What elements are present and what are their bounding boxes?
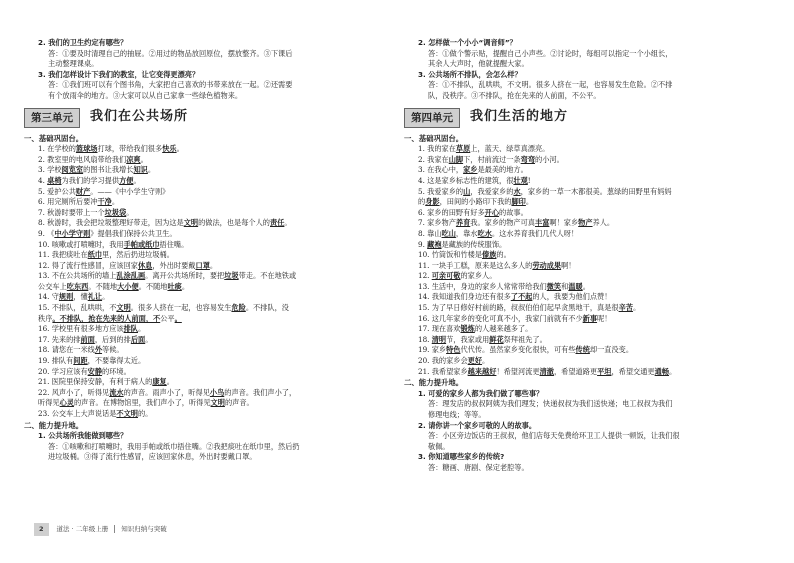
answer-blank: 山 [463,186,471,196]
item-text: ，外出时要戴 [152,260,196,270]
fill-item [24,155,376,166]
item-text: 的声音。我们声小了， [224,387,297,397]
fill-item [24,409,376,420]
answer-blank: 吐痰 [167,281,182,291]
item-text: 。 [126,207,134,217]
answer-blank: 文明 [116,303,131,313]
answer-blank: 口罩 [195,260,210,270]
item-text: 19. 排队有 [38,356,74,366]
answer-blank: 通畅 [654,366,670,376]
section-heading: 二、能力提升地。 [404,378,464,388]
answer-blank: 礼让 [87,292,103,302]
answer-blank: 排队 [123,324,138,334]
answer-blank: 了不起 [510,292,533,302]
item-text: 带走。不在地铁或 [238,271,297,281]
fill-item [404,155,772,166]
answer-blank: 可亲可敬 [431,271,461,281]
fill-item [404,303,772,314]
item-text: ，不要靠得太近。 [87,356,146,366]
fill-item [24,303,376,314]
item-text: 上，蓝天、绿草真漂亮。 [470,144,550,154]
answer-blank: 藏袍 [427,239,442,249]
fill-item [404,187,772,198]
item-text: 里，然后扔进垃圾桶。 [102,250,174,260]
fill-item [24,250,376,261]
fill-item [404,367,772,378]
item-text: ! [527,175,531,185]
answer-blank: 安静 [87,366,103,376]
fill-item [24,261,376,272]
answer-blank: 锻炼 [460,324,475,334]
item-text: 2. 我家在 [418,154,449,164]
item-text: 11. 一块手工糕，原来是这么多人的 [418,260,533,270]
item-text: 13. 不在公共场所的墙上 [38,271,117,281]
answer-blank: 大小便 [117,281,139,291]
answer-blank: 阅览室 [61,165,84,175]
answer-blank: 规则 [58,292,74,302]
answer-blank: 前面 [80,334,95,344]
answer-blank: 文明 [210,398,225,408]
answer-blank: 家乡 [463,165,478,175]
item-text: 为我们的学习提供 [61,175,120,185]
fill-item [24,218,376,229]
item-text: ，希望道路更 [553,366,598,376]
answer-line: 主动整理课桌。 [48,59,99,69]
answer-blank: 劳动成果 [532,260,562,270]
item-text: ，家乡的一草一木都很美。葱绿的田野里有妈妈 [520,186,672,196]
fill-item [24,229,376,240]
question: 1. 可爱的家乡人都为我们做了哪些事？ [418,388,544,398]
item-text: 9. 《 [38,228,55,238]
item-text: 等候。 [102,345,124,355]
item-text: 的故事。 [499,207,528,217]
answer-blank: 凉爽 [126,154,141,164]
fill-item [24,398,376,409]
item-text: 。 [284,218,292,228]
fill-item [24,377,376,388]
item-text: 7. 家乡物产 [418,218,456,228]
item-text: 9. [418,239,428,249]
item-text: 14. 我知道我们身边还有很多 [418,292,511,302]
item-text: 12. 得了流行性感冒，应该回家 [38,260,138,270]
answer-blank: 脚印 [511,197,526,207]
answer-blank: 纸巾 [87,250,103,260]
item-text: 的声音。 [224,398,254,408]
answer-blank: 不文明 [116,409,138,418]
question: 3. 你知道哪些家乡的传统? [418,452,505,462]
question: 2. 请你讲一个家乡可敬的人的故事。 [418,420,537,430]
fill-item [24,240,376,251]
item-text: 。 [140,154,148,164]
answer-blank: 新事 [582,313,598,323]
item-text: ！希望河流更 [496,366,540,376]
unit-tag: 第三单元 [24,108,80,128]
item-text: 17. 先来的排 [38,334,81,344]
item-text: 。 [147,165,156,175]
answer-blank: 弯弯 [520,154,536,164]
answer-blank: 身影 [425,197,440,207]
answer-blank: 更好 [467,356,483,366]
item-text: 8. 靠山 [418,228,442,238]
item-text: 21. 医院里保持安静，有利于病人的 [38,377,153,387]
unit-title: 我们生活的地方 [470,109,569,125]
item-text: 14. 守 [38,292,59,302]
item-text: 。 [525,197,534,207]
unit-header [24,108,376,128]
item-text: 公平 [160,313,175,323]
answer-blank: 辛苦 [618,303,633,313]
answer-blank: 传统 [575,345,590,355]
item-text: 的人越来越多了。 [474,324,533,334]
item-text: 。 [176,144,184,154]
item-text: ，懂 [73,292,88,302]
item-text: 。 [209,260,218,270]
page-footer [34,523,167,536]
item-text: 7. 秋游时要带上一个 [38,207,105,217]
item-text: 。 [145,334,153,344]
answer-line: 答：①我们班可以有个图书角，大家把自己喜欢的书带来放在一起。②还需要 [48,80,293,90]
fill-item [24,187,376,198]
item-text: 19. 家乡 [418,345,447,355]
fill-item [404,229,772,240]
fill-item [24,335,376,346]
answer-blank: 篮球场 [75,144,98,154]
item-text: 10. 咳嗽或打喷嚏时，我用 [38,239,124,249]
fill-item [404,345,772,356]
answer-blank: 间距 [73,356,88,366]
item-text: 1. 在学校的 [38,144,76,154]
fill-item [404,356,772,367]
answer-blank: 温暖 [568,281,583,291]
item-text: 。不随地 [88,281,118,291]
item-text: 11. 我把痰吐在 [38,250,88,260]
item-text: 啊！ [561,260,576,270]
answer-blank: 垃圾袋 [104,207,127,217]
answer-blank: 责任 [270,218,285,228]
answer-blank: 清明 [431,334,447,344]
item-text: 5. 爱护公共 [38,186,76,196]
item-text: 。 [669,366,677,376]
item-text: 祭拜祖先了。 [503,334,547,344]
item-text: 我。家乡的物产可真 [470,218,535,228]
item-text: 听得见 [38,398,60,408]
item-text: 的小河。 [535,154,564,164]
item-text: 的 [418,197,426,207]
answer-blank: 平坦 [597,366,612,376]
answer-blank: 康复 [152,377,167,387]
item-text: 。 [482,356,490,366]
item-text: ，希望交通更 [611,366,655,376]
fill-item [24,176,376,187]
fill-item [24,367,376,378]
item-text: 18. 请您在一米线 [38,345,95,355]
fill-item [24,197,376,208]
item-text: 。 [133,175,141,185]
answer-line: 有个放雨伞的地方。③大家可以从自己家拿一些绿色植物来。 [48,90,243,100]
answer-blank: 山脚 [448,154,464,164]
answer-blank: 财产 [75,186,91,196]
item-text: 16. 这几年家乡的变化可真不小，我家门前就有不少 [418,313,583,323]
fill-item [24,165,376,176]
question: 2. 怎样做一个小小“调音师”？ [418,38,517,47]
item-text: ，田间的小路印下我的 [439,197,512,207]
answer-blank: 中小学守则 [54,228,91,238]
answer-blank: 越来越好 [467,366,497,376]
item-text: 节，我家或用 [446,334,490,344]
answer-blank: 开心 [484,207,500,217]
answer-blank: 物产 [578,218,593,228]
answer-blank: 草原 [455,144,471,154]
answer-blank: 傣族 [482,250,497,260]
answer-blank: 危险 [231,303,246,313]
fill-item [404,218,772,229]
answer-blank: 桌椅 [47,175,62,185]
answer-line: 答：①做个警示贴，提醒自己小声些。②讨论时，每组可以指定一个小组长， [428,48,673,58]
answer-line: 答：糖画、唐剧、保定老腔等。 [428,462,529,472]
answer-line: 进垃圾桶。③得了流行性感冒，应该回家休息，外出时要戴口罩。 [48,452,257,462]
item-text: 5. 我爱家乡的 [418,186,464,196]
answer-line: 队，没秩序。③不排队，抢在先来的人前面，不公平。 [428,90,601,100]
fill-item [24,356,376,367]
item-text: 6. 用完厕所后要冲 [38,197,98,207]
question: 3. 我们怎样设计下我们的教室，让它变得更漂亮？ [38,69,200,79]
item-text: 。不随地 [138,281,168,291]
item-text: 。 [582,281,590,291]
answer-blank: 。 [174,313,182,323]
item-text: 是藏族的传统服饰。 [441,239,507,249]
item-text: 。 [102,292,110,302]
item-text: 下，村前流过一条 [463,154,521,164]
answer-blank: 流水 [109,387,124,397]
item-text: 13. 生活中，身边的家乡人常常带给我们 [418,281,547,291]
fill-item [24,282,376,293]
item-text: 是最美的地方。 [477,165,528,175]
unit-title: 我们在公共场所 [90,109,189,125]
item-text: 的环境。 [102,366,131,376]
item-text: 。 [632,303,641,313]
unit-header [404,108,772,128]
answer-blank: 快乐 [162,144,177,154]
fill-item [404,165,772,176]
item-text: 2. 教室里的电风扇带给我们 [38,154,127,164]
question: 2. 我们的卫生约定有哪些？ [38,38,128,47]
item-text: 18. [418,334,432,344]
item-text: 17. 现在喜欢 [418,324,461,334]
answer-blank: 心灵 [59,398,74,408]
item-text: 6. 家乡的田野有好多 [418,207,485,217]
fill-item [404,208,772,219]
section-heading: 二、能力提升地。 [24,420,84,430]
question: 3. 公共场所不排队，会怎么样？ [418,69,522,79]
item-text: 15. 不排队，乱哄哄，不 [38,303,117,313]
item-text: 呢！ [597,313,612,323]
item-text: 21. 我希望家乡 [418,366,468,376]
answer-blank: 吃东西 [66,281,89,291]
item-text: 的。 [137,409,153,418]
answer-blank: 后面 [130,334,146,344]
item-text: 的声音。在博物馆里，我们声小了，听得见 [73,398,211,408]
answer-line: 其余人大声时，他就提醒大家。 [428,59,529,69]
fill-item [24,388,376,399]
item-text: 啊！家乡 [549,218,579,228]
answer-blank: 微笑 [546,281,562,291]
item-text: 的人，我要为他们点赞！ [532,292,612,302]
item-text: 。 [166,377,174,387]
fill-item [404,324,772,335]
fill-item [24,292,376,303]
item-text: 1. 我的家在 [418,144,456,154]
item-text: 》提倡我们保持公共卫生。 [90,228,177,238]
section-heading: 一、基础巩固台。 [404,133,464,143]
left-column [24,38,376,463]
item-text: 22. 风声小了，听得见 [38,387,110,397]
item-text: 。 [137,324,146,334]
answer-blank: 垃圾 [224,271,239,281]
item-text: 16. 学校里有很多地方应该 [38,324,124,334]
fill-item [404,144,772,155]
footer-divider [114,525,115,533]
fill-item [24,314,376,325]
question: 1. 公共场所我能做到哪些？ [38,431,128,441]
item-text: 打球，带给我们很多 [97,144,163,154]
item-text: 代代传。虽然家乡变化很快，可有些 [460,345,576,355]
item-text: 8. 秋游时，我会把垃圾整理好带走，因为这是 [38,218,184,228]
answer-blank: 文明 [183,218,199,228]
item-text: 秩序 [38,313,53,323]
item-text: 养人。 [592,218,615,228]
fill-item [404,292,772,303]
item-text: 。 [181,281,190,291]
answer-blank: 外 [94,345,103,355]
item-text: 3. 在我心中， [418,165,464,175]
item-text: 20. 我的家乡会 [418,356,468,366]
fill-item [404,314,772,325]
item-text: 却一直没变。 [589,345,634,355]
item-text: 。离开公共场所时，要把 [145,271,225,281]
item-text: 的做法，也是每个人的 [198,218,270,228]
answer-blank: 干净 [97,197,112,207]
fill-item [404,282,772,293]
item-text: 10. 竹筒饭和竹楼是 [418,250,483,260]
answer-blank: 小鸟 [209,387,225,397]
fill-item [24,324,376,335]
item-text: 12. [418,271,432,281]
right-column [404,38,772,474]
item-text: 的声音。雨声小了，听得见 [123,387,210,397]
item-text: 公交车上 [38,281,67,291]
unit-tag: 第四单元 [404,108,460,128]
answer-blank: 。不排队，抢在先来的人前面，不 [52,313,161,323]
fill-item [404,176,772,187]
answer-blank: 方便 [119,175,134,185]
item-text: ，后到的排 [94,334,131,344]
answer-blank: 特色 [446,345,461,355]
item-text: 4. [38,175,48,185]
answer-blank: 吃水 [477,228,492,238]
fill-item [404,250,772,261]
fill-item [404,197,772,208]
fill-item [404,271,772,282]
item-text: 的图书让我增长 [83,165,134,175]
fill-item [24,345,376,356]
item-text: 和 [561,281,569,291]
item-text: 23. 公交车上大声说话是 [38,409,117,418]
answer-blank: 乱涂乱画 [116,271,146,281]
answer-blank: 休息 [137,260,153,270]
answer-line: 答：①要及时清理自己的抽屉。②用过的物品放回原位，摆放整齐。③下课后 [48,48,293,58]
answer-line: 答：①不排队，乱哄哄，不文明。很多人挤在一起，也容易发生危险。②不排 [428,80,673,90]
fill-item [404,261,772,272]
answer-blank: 清澈 [539,366,554,376]
answer-line: 答：小区旁边饭店的王叔叔，他们店每天免费给环卫工人提供一顿饭，让我们很 [428,431,680,441]
fill-item [404,335,772,346]
section-heading: 一、基础巩固台。 [24,133,84,143]
answer-blank: 壮观 [513,175,528,185]
item-text: 的。 [496,250,511,260]
item-text: 。这水养育我们几代人呀！ [491,228,579,238]
answer-blank: 丰富 [535,218,550,228]
item-text: ，靠水 [455,228,478,238]
answer-blank: 养育 [455,218,471,228]
item-text: 。——《中小学生守则》 [90,186,170,196]
item-text: 15. 为了早日修好村前的路，叔叔伯伯们起早贪黑地干，真是很 [418,303,619,313]
answer-blank: 手帕或纸巾 [123,239,160,249]
fill-item [24,271,376,282]
answer-line: 答：理发店的叔叔阿姨为我们理发；快递叔叔为我们送快递；电工叔叔为我们 [428,399,673,409]
item-text: 的家乡人。 [460,271,497,281]
item-text: 。不排队，没 [245,303,289,313]
item-text: 4. 这是家乡标志性的建筑，很 [418,175,514,185]
fill-item [24,144,376,155]
answer-blank: 知识 [133,165,148,175]
item-text: 3. 学校 [38,165,62,175]
footer-series: 知识归纳与突破 [121,525,167,533]
fill-item [404,240,772,251]
answer-line: 修理电线；等等。 [428,410,486,419]
answer-blank: 鲜花 [489,334,504,344]
item-text: ，我爱家乡的 [470,186,514,196]
answer-line: 敬佩。 [428,441,450,451]
footer-subject: 道法 · 二年级上册 [56,525,109,533]
fill-item [24,208,376,219]
item-text: 。 [111,197,120,207]
page-number: 2 [34,523,49,536]
item-text: 捂住嘴。 [159,239,189,249]
item-text: 20. 学习应该有 [38,366,88,376]
item-text: 。很多人挤在一起，也容易发生 [130,303,232,313]
answer-line: 答：①咳嗽和打喷嚏时，我用手帕或纸巾捂住嘴。②我把痰吐在纸巾里，然后扔 [48,441,300,451]
answer-blank: 水 [513,186,521,196]
answer-blank: 吃山 [441,228,456,238]
